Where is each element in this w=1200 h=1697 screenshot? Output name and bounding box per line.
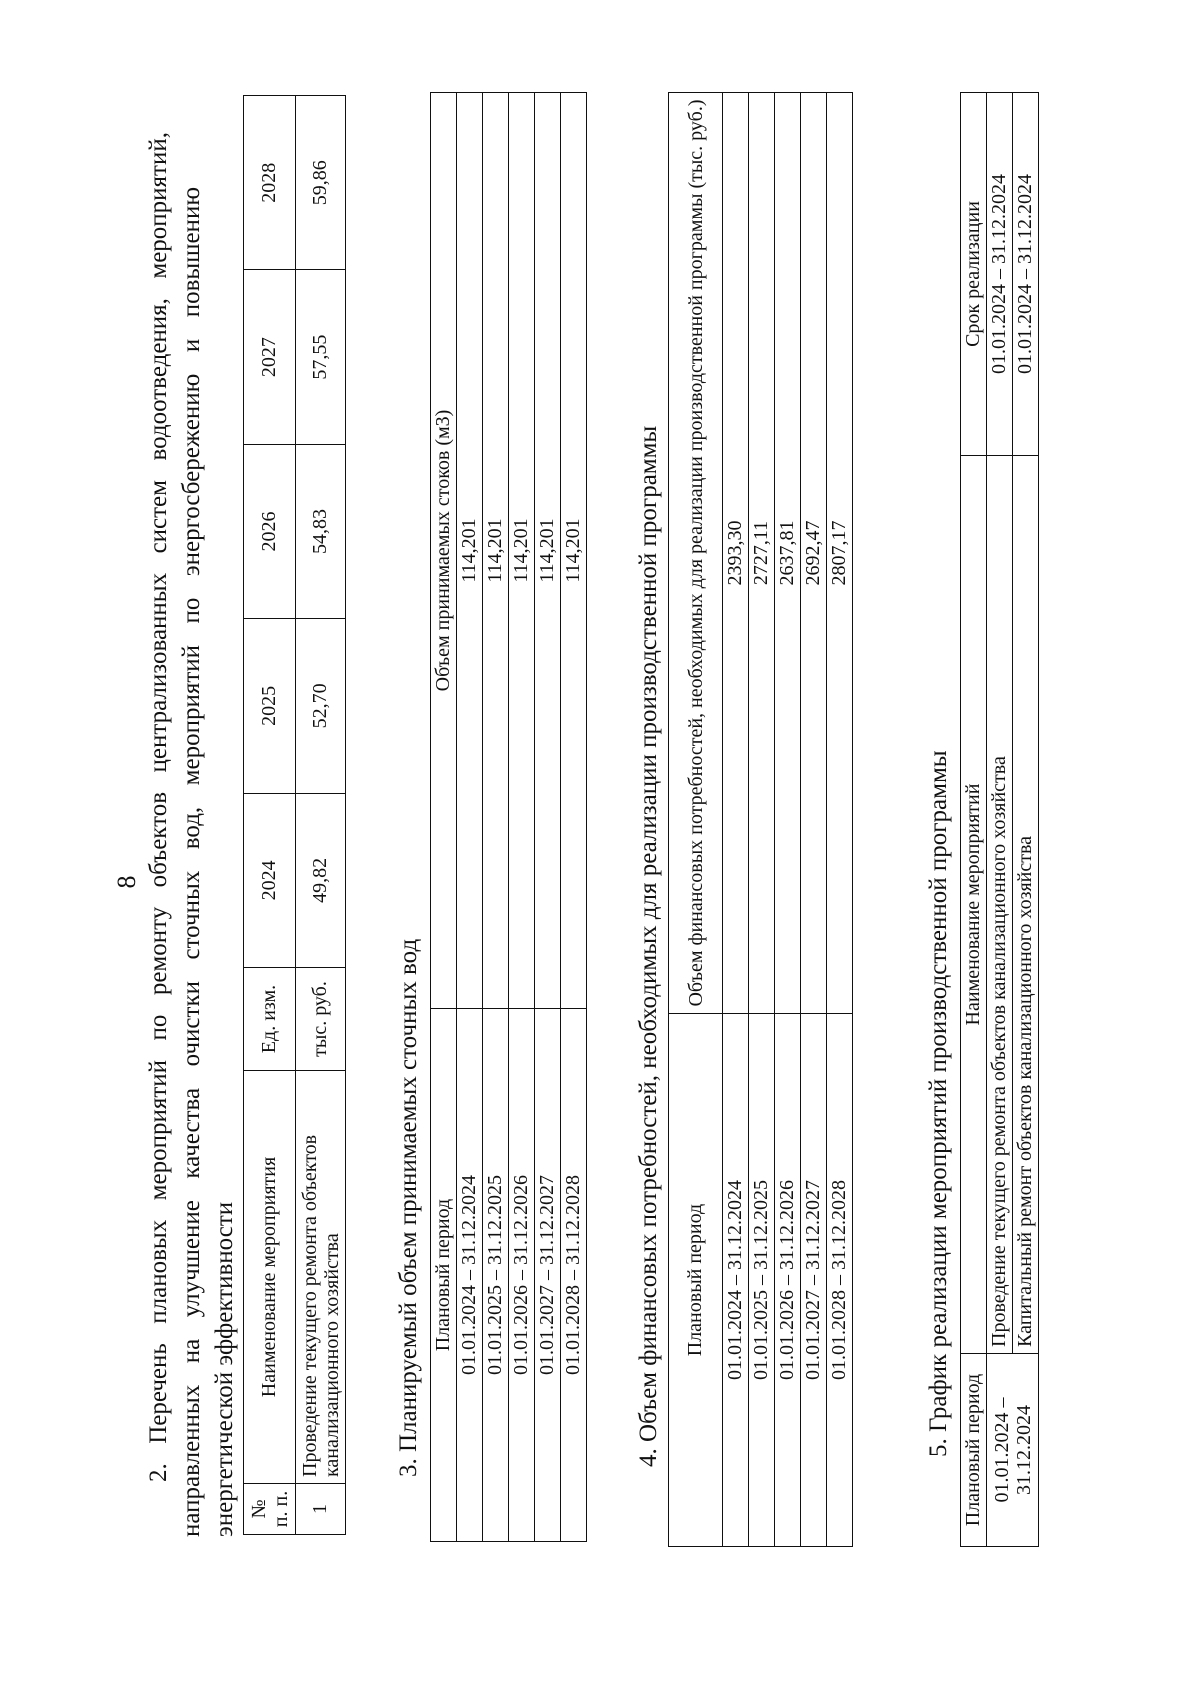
cell-amount: 2692,47	[801, 93, 827, 1014]
col-header-year: 2026	[244, 444, 296, 618]
cell-period: 01.01.2026 – 31.12.2026	[775, 1014, 801, 1547]
col-header-deadline: Срок реализации	[961, 93, 987, 456]
cell-period: 01.01.2024 – 31.12.2024	[987, 1354, 1039, 1547]
cell-volume: 114,201	[535, 93, 561, 1009]
cell-period: 01.01.2028 – 31.12.2028	[827, 1014, 853, 1547]
col-header-unit: Ед. изм.	[244, 968, 296, 1071]
table-row	[483, 93, 509, 1542]
table-header-row	[244, 96, 296, 1535]
table-row	[457, 93, 483, 1542]
col-header-financial-volume: Объем финансовых потребностей, необходимых для реализации производственной программы (тыс. руб.)	[669, 93, 723, 1014]
cell-value: 57,55	[296, 270, 346, 444]
cell-measure: Капитальный ремонт объектов канализационного хозяйства	[1013, 456, 1039, 1354]
col-header-year: 2025	[244, 619, 296, 793]
cell-amount: 2807,17	[827, 93, 853, 1014]
cell-deadline: 01.01.2024 – 31.12.2024	[987, 93, 1013, 456]
cell-period: 01.01.2028 – 31.12.2028	[561, 1009, 587, 1542]
table-row	[827, 93, 853, 1547]
cell-value: 59,86	[296, 96, 346, 270]
table-header-row	[669, 93, 723, 1547]
table-row	[535, 93, 561, 1542]
section2-heading	[142, 132, 241, 1537]
cell-amount: 2393,30	[723, 93, 749, 1014]
cell-period: 01.01.2025 – 31.12.2025	[483, 1009, 509, 1542]
table-row	[1013, 93, 1039, 1547]
cell-volume: 114,201	[561, 93, 587, 1009]
schedule-table	[960, 92, 1039, 1547]
col-header-year: 2027	[244, 270, 296, 444]
cell-amount: 2637,81	[775, 93, 801, 1014]
cell-number: 1	[296, 1484, 346, 1535]
col-header-period: Плановый период	[961, 1354, 987, 1547]
cell-unit: тыс. руб.	[296, 968, 346, 1071]
cell-volume: 114,201	[483, 93, 509, 1009]
col-header-measures: Наименование мероприятий	[961, 456, 987, 1354]
cell-measure: Проведение текущего ремонта объектов канализационного хозяйства	[987, 456, 1013, 1354]
table-row	[296, 96, 346, 1535]
col-header-period: Плановый период	[431, 1009, 457, 1542]
cell-volume: 114,201	[509, 93, 535, 1009]
cell-value: 49,82	[296, 793, 346, 967]
table-header-row	[961, 93, 987, 1547]
wastewater-volume-table	[430, 92, 587, 1542]
col-header-number: № п. п.	[244, 1484, 296, 1535]
col-header-year: 2024	[244, 793, 296, 967]
cell-value: 52,70	[296, 619, 346, 793]
table-row	[801, 93, 827, 1547]
cell-period: 01.01.2024 – 31.12.2024	[457, 1009, 483, 1542]
financial-needs-table	[668, 92, 853, 1547]
table-row	[509, 93, 535, 1542]
section4-heading: 4. Объем финансовых потребностей, необходимых для реализации производственной программы	[635, 425, 662, 1467]
col-header-volume: Объем принимаемых стоков (м3)	[431, 93, 457, 1009]
col-header-year: 2028	[244, 96, 296, 270]
table-row	[987, 93, 1013, 1547]
cell-value: 54,83	[296, 444, 346, 618]
table-row	[775, 93, 801, 1547]
table-row	[561, 93, 587, 1542]
cell-deadline: 01.01.2024 – 31.12.2024	[1013, 93, 1039, 456]
section5-heading: 5. График реализации мероприятий производственной программы	[925, 750, 952, 1457]
cell-volume: 114,201	[457, 93, 483, 1009]
section2-heading-line: направленных на улучшение качества очистки сточных вод, мероприятий по энергосбережению и повышению	[178, 187, 205, 1537]
section3-heading: 3. Планируемый объем принимаемых сточных вод	[395, 938, 422, 1477]
table-row	[749, 93, 775, 1547]
col-header-measure: Наименование мероприятия	[244, 1071, 296, 1484]
cell-period: 01.01.2027 – 31.12.2027	[801, 1014, 827, 1547]
cell-period: 01.01.2024 – 31.12.2024	[723, 1014, 749, 1547]
cell-amount: 2727,11	[749, 93, 775, 1014]
cell-period: 01.01.2025 – 31.12.2025	[749, 1014, 775, 1547]
cell-period: 01.01.2027 – 31.12.2027	[535, 1009, 561, 1542]
table-row	[723, 93, 749, 1547]
section2-heading-line: энергетической эффективности	[211, 1201, 238, 1537]
col-header-period: Плановый период	[669, 1014, 723, 1547]
cell-measure: Проведение текущего ремонта объектов канализационного хозяйства	[296, 1071, 346, 1484]
table-header-row	[431, 93, 457, 1542]
section2-heading-line: 2. Перечень плановых мероприятий по ремонту объектов централизованных систем водоотведения, мероприятий,	[145, 132, 172, 1482]
cell-period: 01.01.2026 – 31.12.2026	[509, 1009, 535, 1542]
measures-table	[243, 95, 346, 1535]
page-number: 8	[112, 875, 141, 889]
